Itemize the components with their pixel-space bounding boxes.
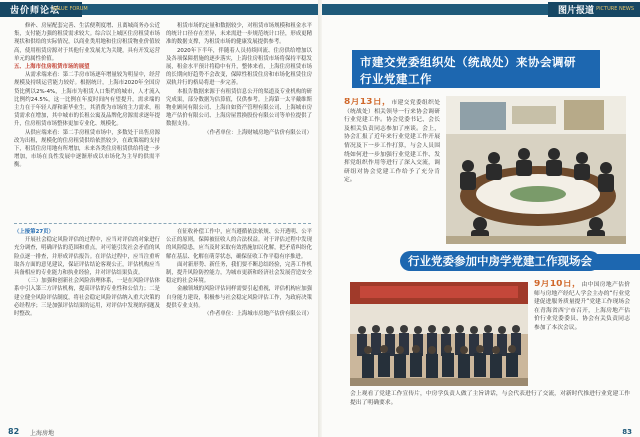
news1-headline-banner xyxy=(352,50,600,88)
paragraph: 从供应端来看：第二手房租赁市场中，多数处于出售房源改为出租，规模化的住房租赁供给依然较少，在政策端的支持下，租赁住房用地有所增加，未来各类住房租赁供给将进一步增加，市场在良性发展中逐渐形成以市场化为主导的供需平衡。 xyxy=(14,129,160,169)
paragraph: （三）加强和创新社会风险治理体系，一是在风险评估体系中引入第三方评估机构，提高评估的专业性和公信力；二是建立健全风险评估制度，将社会稳定风险评估纳入重大决策的必经程序；三是加强评估结果的运用，对评估中发现的问题及时整改。 xyxy=(14,278,160,318)
headline-line1: 市建交党委组织处（统战处）来协会调研 xyxy=(360,55,576,69)
subheading: 五、上海市住房租赁市场的展望 xyxy=(14,64,90,71)
page-number: 83 xyxy=(622,428,632,436)
article2-column1 xyxy=(14,228,160,424)
left-page-header xyxy=(0,0,318,18)
news-text: 会上观看了党建工作宣传片，中房学负责人做了主旨讲话，与会代表进行了交流，对新时代推进行业党建工作提出了明确要求。 xyxy=(350,391,630,406)
news-date: 9月10日， xyxy=(534,280,582,289)
section-title: 齿价师论坛 xyxy=(10,6,61,16)
group-photo-image xyxy=(350,282,528,386)
paragraph: 修补、房屋配套完善、生活便利度增、且离城商务办公近集，支付能力强的租赁需求较大。综合以上城区住房租赁市场现状和供给的实际情况，以商业类用地和住房租赁物业价值较高，使用租赁房源对于其他行业发展尤为关键，具有开发运营单元的属性价值。 xyxy=(14,23,160,62)
meeting-room-photo xyxy=(446,96,626,244)
news-text: 由中国房地产估价师与房地产经纪人学会主办的“行业党建促进服务质量提升”党建工作现场会在青海省西宁市召开，上海房地产估价行业党委委员、协会有关负责同志参加了本次会议。 xyxy=(534,282,630,331)
paragraph: 2020年下半年，伴随着人员持续回流、住房供给增加以及各项保障措施的逐步落实，上海住房租赁市场将保持平稳发展，租金水平预计将稳中有升，整体来看，上海住房租赁市场的长期向好趋势不会改变，保障性租赁住房和市场化租赁住房双轨并行的格局将进一步完善。 xyxy=(166,47,312,87)
page-number: 82 xyxy=(8,427,20,436)
article-divider xyxy=(14,223,311,224)
page-gutter xyxy=(318,0,322,437)
paragraph: 开展社会稳定风险评估的过程中，应当对评估的对象进行充分调查，明确评估的范围和重点，对可能引发社会矛盾的风险点逐一排查，并形成评估报告。在评估过程中，应当注重听取各方面的意见建议，保证评估结论客观公正，评估机构应当具备相应的专业能力和执业经验，并对评估结果负责。 xyxy=(14,237,160,277)
news2-headline: 行业党委参加中房学党建工作现场会 xyxy=(400,251,600,271)
paragraph: 在征收补偿工作中，应当遵循依法依规、公开透明、公平公正的原则，保障被征收人的合法权益。对于评估过程中发现的风险隐患，应当及时采取有效措施加以化解，把矛盾纠纷化解在基层、化解在萌芽状态，确保征收工作平稳有序推进。 xyxy=(166,229,312,260)
section-subtitle: VALUE FORUM xyxy=(52,6,88,12)
magazine-name: 上海房地 xyxy=(30,430,55,437)
group-photo xyxy=(350,282,528,386)
news-date: 8月13日， xyxy=(344,98,392,107)
section-title: 图片报道 xyxy=(557,6,594,16)
headline-line2: 行业党建工作 xyxy=(360,72,432,86)
left-page-footer xyxy=(0,426,318,437)
paragraph: 本报告数据来源于有租赁信息公开的渠道及专业机构的研究成果，部分数据为估算值，仅供参考。上海第一太平戴维斯物业顾问有限公司、上海自如资产管理有限公司、上海城市房地产估价有限公司、上海房屋置换股份有限公司等单位提供了数据支持。 xyxy=(166,88,312,128)
paragraph: 金融领域的风险评估同样需要引起重视，评估机构应加强自身能力建设，积极参与社会稳定风险评估工作，为政府决策提供专业支持。 xyxy=(166,286,312,309)
article2-column2 xyxy=(166,228,312,424)
paragraph: 租赁市场的定量和数据较少，对租赁市场规模和租金水平的统计口径存在差异，未来需进一步规范统计口径，形成更精准的数据支撑，为租赁市场的健康发展提供参考。 xyxy=(166,23,312,46)
paragraph: 面对新形势、新任务，我们要不断总结经验，完善工作机制，提升风险防控能力，为城市更新和经济社会发展营造安全稳定的社会环境。 xyxy=(166,261,312,285)
author-affiliation: （作者单位：上海财城房地产估价有限公司） xyxy=(204,129,312,136)
news2-body-bottom xyxy=(350,390,630,424)
article1-column1 xyxy=(14,22,160,218)
news1-body xyxy=(344,98,440,246)
author-affiliation: （作者单位：上海城市房地产估价有限公司） xyxy=(204,311,312,318)
article1-column2 xyxy=(166,22,312,218)
meeting-photo-1 xyxy=(446,96,626,244)
paragraph: 从需求端来看：第二手房市场逐年增量较为明显中，经营规模及持续运营能力较好。根据统计，上海市2020年全国房贷比例以2%-4%，上海市为租赁人口集约的城市，人才流入比例约24.5%，这一比例在年度时间内有望提升，需求端的主力在于年轻人群和新毕业生，其消费为市场的主力需求，租赁需求在增加，其中城市的长租公寓及品牌化房源需求逐年提升，住房租赁市场整体更加专业化、规模化。 xyxy=(14,72,160,128)
right-page-header xyxy=(322,0,640,18)
news2-headline-banner xyxy=(408,254,640,270)
continued-from: （上接第27页） xyxy=(14,229,54,235)
section-subtitle: PICTURE NEWS xyxy=(596,6,634,12)
news-text: 市建交党委组织处（统战处）相关领导一行来协会调研行业党建工作。协会党委书记、会长及相关负责同志参加了座谈。会上，协会汇报了近年来行业党建工作开展情况及下一步工作打算，与会人员围绕如何进一步加强行业党建工作、发挥党组织作用等进行了深入交流，调研组对协会党建工作给予了充分肯定。 xyxy=(344,100,440,184)
news2-body-right xyxy=(534,280,630,390)
